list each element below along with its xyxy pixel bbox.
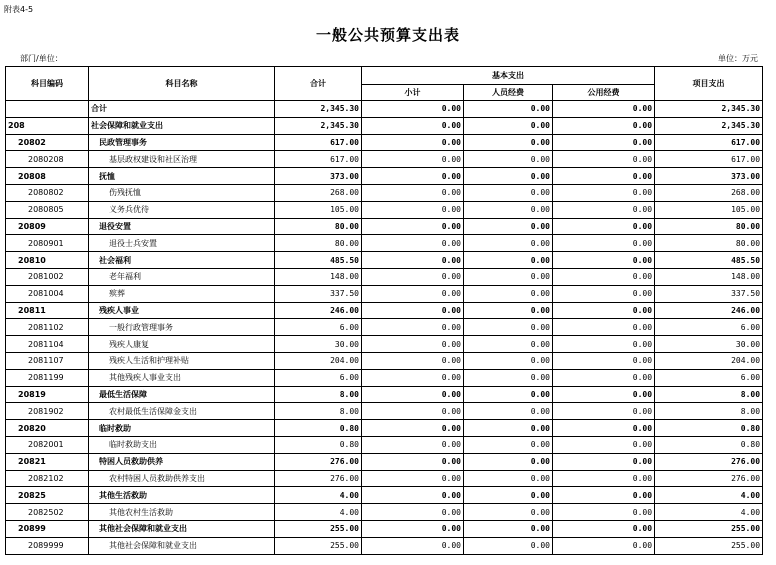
row-public: 0.00	[553, 302, 655, 319]
row-personnel: 0.00	[464, 520, 553, 537]
row-subtotal: 0.00	[362, 134, 464, 151]
row-personnel: 0.00	[464, 487, 553, 504]
row-name: 基层政权建设和社区治理	[89, 151, 275, 168]
table-row	[6, 235, 763, 252]
row-total: 148.00	[275, 268, 362, 285]
row-name: 退役安置	[89, 218, 275, 235]
row-project: 485.50	[655, 252, 763, 269]
table-row	[6, 101, 763, 118]
row-personnel: 0.00	[464, 319, 553, 336]
row-subtotal: 0.00	[362, 101, 464, 118]
row-project: 2,345.30	[655, 101, 763, 118]
row-subtotal: 0.00	[362, 319, 464, 336]
row-subtotal: 0.00	[362, 117, 464, 134]
row-name: 老年福利	[89, 268, 275, 285]
row-total: 204.00	[275, 352, 362, 369]
row-public: 0.00	[553, 252, 655, 269]
row-total: 268.00	[275, 184, 362, 201]
row-personnel: 0.00	[464, 403, 553, 420]
table-row	[6, 537, 763, 554]
row-name: 最低生活保障	[89, 386, 275, 403]
table-row	[6, 151, 763, 168]
row-name: 残疾人康复	[89, 336, 275, 353]
unit-label: 单位：万元	[718, 54, 758, 63]
expenditure-table	[5, 66, 763, 555]
row-code: 2080802	[6, 184, 89, 201]
row-name: 一般行政管理事务	[89, 319, 275, 336]
row-public: 0.00	[553, 403, 655, 420]
row-personnel: 0.00	[464, 184, 553, 201]
row-public: 0.00	[553, 134, 655, 151]
row-public: 0.00	[553, 336, 655, 353]
row-public: 0.00	[553, 184, 655, 201]
row-total: 337.50	[275, 285, 362, 302]
row-total: 2,345.30	[275, 117, 362, 134]
row-project: 276.00	[655, 470, 763, 487]
row-total: 105.00	[275, 201, 362, 218]
row-total: 255.00	[275, 520, 362, 537]
row-total: 617.00	[275, 134, 362, 151]
row-project: 255.00	[655, 520, 763, 537]
row-project: 2,345.30	[655, 117, 763, 134]
table-row	[6, 487, 763, 504]
row-public: 0.00	[553, 117, 655, 134]
row-subtotal: 0.00	[362, 403, 464, 420]
row-subtotal: 0.00	[362, 302, 464, 319]
row-subtotal: 0.00	[362, 369, 464, 386]
row-personnel: 0.00	[464, 504, 553, 521]
row-subtotal: 0.00	[362, 537, 464, 554]
row-subtotal: 0.00	[362, 268, 464, 285]
row-total: 276.00	[275, 470, 362, 487]
row-project: 4.00	[655, 487, 763, 504]
table-row	[6, 252, 763, 269]
row-code: 2080208	[6, 151, 89, 168]
row-public: 0.00	[553, 168, 655, 185]
row-personnel: 0.00	[464, 336, 553, 353]
row-public: 0.00	[553, 319, 655, 336]
row-code: 20819	[6, 386, 89, 403]
row-code: 2081102	[6, 319, 89, 336]
row-project: 204.00	[655, 352, 763, 369]
row-public: 0.00	[553, 268, 655, 285]
table-row	[6, 302, 763, 319]
table-row	[6, 336, 763, 353]
row-subtotal: 0.00	[362, 168, 464, 185]
row-total: 373.00	[275, 168, 362, 185]
row-public: 0.00	[553, 386, 655, 403]
row-name: 临时救助	[89, 420, 275, 437]
row-public: 0.00	[553, 537, 655, 554]
row-code: 2081104	[6, 336, 89, 353]
row-personnel: 0.00	[464, 151, 553, 168]
row-name: 殡葬	[89, 285, 275, 302]
row-public: 0.00	[553, 520, 655, 537]
table-row	[6, 453, 763, 470]
row-code: 20820	[6, 420, 89, 437]
row-project: 0.80	[655, 436, 763, 453]
row-subtotal: 0.00	[362, 453, 464, 470]
row-personnel: 0.00	[464, 537, 553, 554]
row-public: 0.00	[553, 369, 655, 386]
row-subtotal: 0.00	[362, 151, 464, 168]
row-project: 337.50	[655, 285, 763, 302]
row-project: 617.00	[655, 134, 763, 151]
row-total: 80.00	[275, 218, 362, 235]
row-code: 2081199	[6, 369, 89, 386]
row-personnel: 0.00	[464, 436, 553, 453]
row-project: 148.00	[655, 268, 763, 285]
row-personnel: 0.00	[464, 134, 553, 151]
table-row	[6, 420, 763, 437]
row-public: 0.00	[553, 352, 655, 369]
row-code: 2081902	[6, 403, 89, 420]
table-row	[6, 285, 763, 302]
row-name: 其他社会保障和就业支出	[89, 520, 275, 537]
row-personnel: 0.00	[464, 386, 553, 403]
row-project: 8.00	[655, 403, 763, 420]
row-code: 2080901	[6, 235, 89, 252]
row-total: 0.80	[275, 436, 362, 453]
attachment-label: 附表4-5	[4, 5, 34, 14]
row-personnel: 0.00	[464, 201, 553, 218]
row-personnel: 0.00	[464, 101, 553, 118]
table-row	[6, 436, 763, 453]
department-label: 部门/单位：	[20, 54, 63, 63]
table-row	[6, 134, 763, 151]
row-personnel: 0.00	[464, 420, 553, 437]
row-total: 6.00	[275, 319, 362, 336]
row-public: 0.00	[553, 201, 655, 218]
row-total: 8.00	[275, 403, 362, 420]
row-public: 0.00	[553, 420, 655, 437]
row-code: 20811	[6, 302, 89, 319]
row-public: 0.00	[553, 285, 655, 302]
row-total: 8.00	[275, 386, 362, 403]
row-subtotal: 0.00	[362, 386, 464, 403]
row-name: 其他农村生活救助	[89, 504, 275, 521]
row-code: 2082502	[6, 504, 89, 521]
table-row	[6, 470, 763, 487]
row-public: 0.00	[553, 487, 655, 504]
row-code: 20808	[6, 168, 89, 185]
row-project: 268.00	[655, 184, 763, 201]
row-project: 0.80	[655, 420, 763, 437]
row-total: 255.00	[275, 537, 362, 554]
row-personnel: 0.00	[464, 235, 553, 252]
row-name: 退役士兵安置	[89, 235, 275, 252]
row-total: 80.00	[275, 235, 362, 252]
row-personnel: 0.00	[464, 352, 553, 369]
row-personnel: 0.00	[464, 168, 553, 185]
row-code: 20825	[6, 487, 89, 504]
row-project: 276.00	[655, 453, 763, 470]
table-row	[6, 520, 763, 537]
header-project: 项目支出	[655, 67, 763, 101]
row-subtotal: 0.00	[362, 504, 464, 521]
row-total: 4.00	[275, 487, 362, 504]
table-body	[6, 101, 763, 555]
page-title: 一般公共预算支出表	[315, 26, 460, 44]
header-subtotal: 小计	[362, 85, 464, 101]
row-name: 残疾人事业	[89, 302, 275, 319]
row-name: 农村特困人员救助供养支出	[89, 470, 275, 487]
row-total: 6.00	[275, 369, 362, 386]
row-total: 4.00	[275, 504, 362, 521]
row-name: 社会保障和就业支出	[89, 117, 275, 134]
row-name: 社会福利	[89, 252, 275, 269]
row-project: 6.00	[655, 369, 763, 386]
row-public: 0.00	[553, 504, 655, 521]
row-subtotal: 0.00	[362, 487, 464, 504]
row-total: 485.50	[275, 252, 362, 269]
row-personnel: 0.00	[464, 470, 553, 487]
row-subtotal: 0.00	[362, 352, 464, 369]
row-public: 0.00	[553, 101, 655, 118]
row-public: 0.00	[553, 151, 655, 168]
row-public: 0.00	[553, 436, 655, 453]
row-code: 2080805	[6, 201, 89, 218]
row-public: 0.00	[553, 470, 655, 487]
row-code: 2082102	[6, 470, 89, 487]
row-personnel: 0.00	[464, 302, 553, 319]
row-project: 255.00	[655, 537, 763, 554]
row-subtotal: 0.00	[362, 470, 464, 487]
row-total: 2,345.30	[275, 101, 362, 118]
row-subtotal: 0.00	[362, 336, 464, 353]
row-subtotal: 0.00	[362, 218, 464, 235]
row-total: 617.00	[275, 151, 362, 168]
row-name: 其他残疾人事业支出	[89, 369, 275, 386]
row-code: 2081002	[6, 268, 89, 285]
row-code: 20809	[6, 218, 89, 235]
row-public: 0.00	[553, 453, 655, 470]
header-name: 科目名称	[89, 67, 275, 101]
row-name: 临时救助支出	[89, 436, 275, 453]
row-project: 246.00	[655, 302, 763, 319]
row-personnel: 0.00	[464, 453, 553, 470]
row-personnel: 0.00	[464, 369, 553, 386]
row-name: 义务兵优待	[89, 201, 275, 218]
table-row	[6, 117, 763, 134]
row-total: 0.80	[275, 420, 362, 437]
table-row	[6, 403, 763, 420]
header-total: 合计	[275, 67, 362, 101]
row-code: 20810	[6, 252, 89, 269]
table-row	[6, 319, 763, 336]
row-project: 105.00	[655, 201, 763, 218]
row-name: 农村最低生活保障金支出	[89, 403, 275, 420]
row-code: 2081004	[6, 285, 89, 302]
row-subtotal: 0.00	[362, 285, 464, 302]
row-project: 80.00	[655, 218, 763, 235]
row-subtotal: 0.00	[362, 252, 464, 269]
table-row	[6, 504, 763, 521]
table-row	[6, 268, 763, 285]
table-row	[6, 201, 763, 218]
row-personnel: 0.00	[464, 268, 553, 285]
table-row	[6, 168, 763, 185]
row-personnel: 0.00	[464, 252, 553, 269]
row-name: 抚恤	[89, 168, 275, 185]
header-personnel: 人员经费	[464, 85, 553, 101]
row-subtotal: 0.00	[362, 184, 464, 201]
row-project: 617.00	[655, 151, 763, 168]
table-row	[6, 352, 763, 369]
header-basic: 基本支出	[362, 67, 655, 85]
row-name: 其他生活救助	[89, 487, 275, 504]
row-total: 276.00	[275, 453, 362, 470]
table-row	[6, 386, 763, 403]
header-public: 公用经费	[553, 85, 655, 101]
row-subtotal: 0.00	[362, 201, 464, 218]
row-public: 0.00	[553, 235, 655, 252]
row-name: 合计	[89, 101, 275, 118]
row-name: 特困人员救助供养	[89, 453, 275, 470]
row-code: 20821	[6, 453, 89, 470]
row-personnel: 0.00	[464, 218, 553, 235]
row-project: 4.00	[655, 504, 763, 521]
row-public: 0.00	[553, 218, 655, 235]
row-code: 20899	[6, 520, 89, 537]
row-name: 民政管理事务	[89, 134, 275, 151]
row-project: 8.00	[655, 386, 763, 403]
row-subtotal: 0.00	[362, 520, 464, 537]
row-project: 80.00	[655, 235, 763, 252]
row-subtotal: 0.00	[362, 436, 464, 453]
row-name: 伤残抚恤	[89, 184, 275, 201]
row-code: 20802	[6, 134, 89, 151]
row-project: 373.00	[655, 168, 763, 185]
row-code: 208	[6, 117, 89, 134]
row-code: 2081107	[6, 352, 89, 369]
table-row	[6, 369, 763, 386]
row-project: 30.00	[655, 336, 763, 353]
table-row	[6, 184, 763, 201]
header-code: 科目编码	[6, 67, 89, 101]
table-row	[6, 218, 763, 235]
row-name: 残疾人生活和护理补贴	[89, 352, 275, 369]
row-subtotal: 0.00	[362, 235, 464, 252]
row-code	[6, 101, 89, 118]
row-personnel: 0.00	[464, 117, 553, 134]
row-total: 246.00	[275, 302, 362, 319]
row-total: 30.00	[275, 336, 362, 353]
row-code: 2089999	[6, 537, 89, 554]
row-name: 其他社会保障和就业支出	[89, 537, 275, 554]
row-personnel: 0.00	[464, 285, 553, 302]
row-subtotal: 0.00	[362, 420, 464, 437]
row-project: 6.00	[655, 319, 763, 336]
row-code: 2082001	[6, 436, 89, 453]
